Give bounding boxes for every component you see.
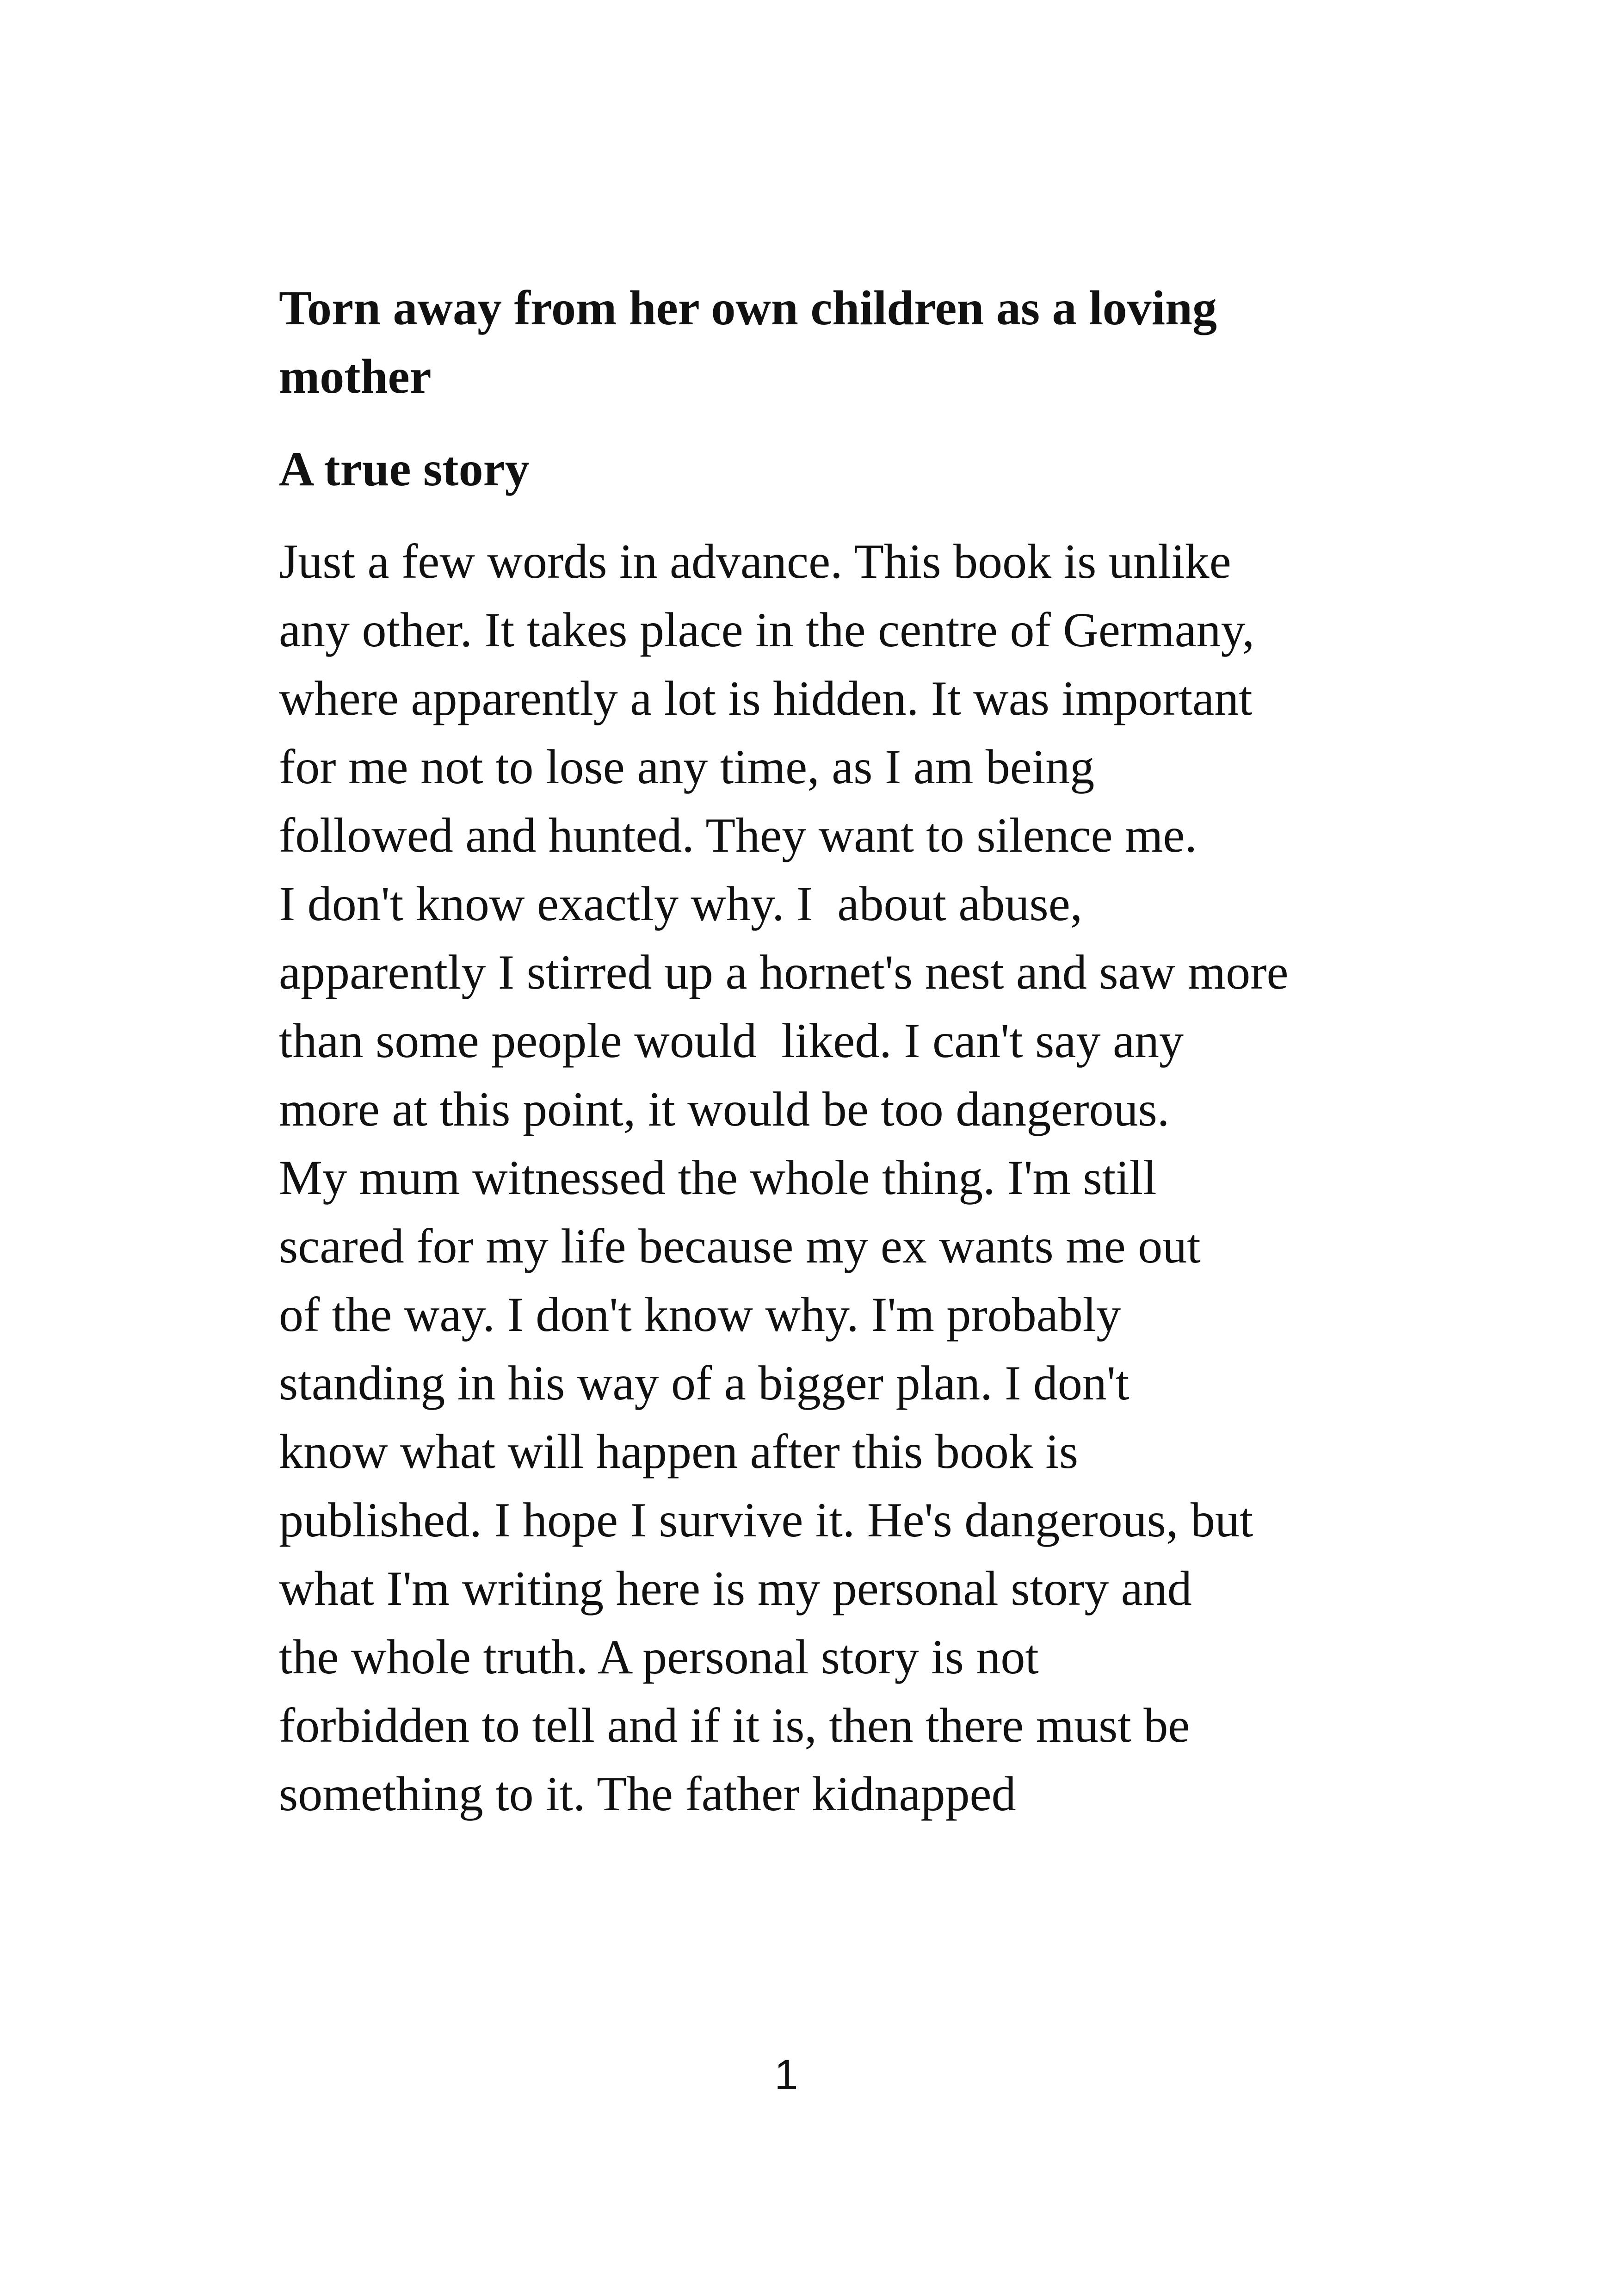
body-line: than some people would liked. I can't say any <box>279 1014 1184 1068</box>
body-line: what I'm writing here is my personal story and <box>279 1561 1192 1615</box>
body-line: scared for my life because my ex wants me out <box>279 1219 1201 1273</box>
body-line: something to it. The father kidnapped <box>279 1767 1016 1821</box>
body-line: apparently I stirred up a hornet's nest and saw more <box>279 945 1289 999</box>
body-line: the whole truth. A personal story is not <box>279 1630 1039 1684</box>
title-line: Torn away from her own children as a loving <box>279 281 1217 335</box>
body-line: more at this point, it would be too dangerous. <box>279 1082 1170 1136</box>
body-text <box>279 527 1389 1828</box>
document-title <box>279 274 1389 411</box>
body-line: standing in his way of a bigger plan. I don't <box>279 1356 1129 1410</box>
body-line: My mum witnessed the whole thing. I'm still <box>279 1151 1157 1205</box>
body-line: know what will happen after this book is <box>279 1424 1079 1479</box>
body-line: followed and hunted. They want to silence me. <box>279 808 1197 862</box>
title-line: mother <box>279 349 432 403</box>
body-line: I don't know exactly why. I about abuse, <box>279 877 1083 931</box>
body-line: Just a few words in advance. This book is unlike <box>279 534 1231 588</box>
body-line: forbidden to tell and if it is, then there must be <box>279 1698 1190 1752</box>
body-line: where apparently a lot is hidden. It was important <box>279 671 1253 725</box>
page-number: 1 <box>774 2051 798 2098</box>
body-line: published. I hope I survive it. He's dangerous, but <box>279 1493 1253 1547</box>
document-subtitle: A true story <box>279 442 530 496</box>
body-line: for me not to lose any time, as I am being <box>279 740 1095 794</box>
body-line: any other. It takes place in the centre of Germany, <box>279 603 1255 657</box>
body-line: of the way. I don't know why. I'm probably <box>279 1287 1121 1342</box>
